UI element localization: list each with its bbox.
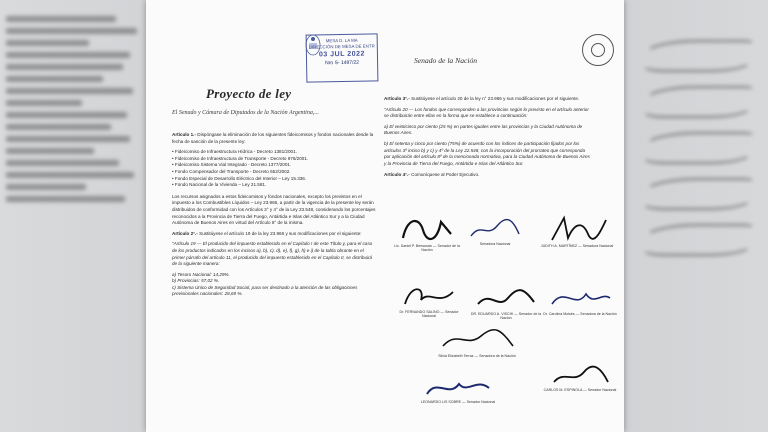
signature	[394, 214, 460, 252]
article-3-text: Sustitúyese el artículo 20 de la ley n° 23.966 y sus modificaciones por el siguiente.	[411, 96, 580, 101]
distribution-list	[172, 272, 376, 298]
article-1-paragraph-2: Los recursos asignados a estos fideicomisos y fondos nacionales, excepto los previstos en el impuesto a los Combustibles Líquidos – Ley 23.966, a partir de la vigencia de la presente ley serán distribuidos de conformidad con los Artículos 3° y 4° de la Ley 23.548, considerando los porcentajes reconocidos a la Provincia de Tierra del Fuego, Antártida e Islas del Atlántico Sur y a la Ciudad Autónoma de Buenos Aires en virtud del Artículo 8° de la misma.	[172, 193, 376, 226]
handwritten-signature-icon	[544, 214, 610, 244]
article-19-text: "Artículo 19 — El producido del impuesto establecido en el Capítulo I de este Título y, para el caso de los productos indicados en los incisos a), b), c), d), e), f), g), h) e i) de la tabla obrante en el primer párrafo del artículo 11, el producido del impuesto establecido en el Capítulo II, se distribuirá de la siguiente manera:	[172, 241, 373, 267]
signature-name: Dr. FERNANDO SALINO — Senador Nacional	[399, 310, 459, 319]
fund-item: • Fideicomiso de Infraestructura Hídrica - Decreto 1381/2001.	[172, 149, 297, 155]
signature	[392, 282, 466, 318]
document-subtitle: El Senado y Cámara de Diputados de la Nación Argentina,...	[172, 110, 319, 116]
fund-item: • Fondo Especial de Desarrollo Eléctrico del Interior – Ley 15.336.	[172, 175, 307, 181]
article-2-label: Artículo 2°.-	[172, 230, 198, 236]
article-20-text: "Artículo 20 — Los fondos que corresponden a las provincias según lo previsto en el artículo anterior se distribuirán entre ellas en la forma que se establece a continuación:	[384, 106, 589, 119]
article-1-text: Dispóngase la eliminación de los siguientes fideicomisos y fondos nacionales desde la fecha de sanción de la presente ley:	[172, 132, 374, 144]
article-4	[384, 172, 590, 179]
article-3	[384, 96, 590, 103]
article-1-label: Artículo 1.-	[172, 132, 196, 137]
blurred-background-right	[628, 0, 768, 432]
reception-stamp	[306, 33, 379, 82]
article-4-label: Artículo 4°.-	[384, 172, 410, 178]
stamp-office: DIRECCIÓN DE MESA DE ENTR	[308, 42, 375, 50]
fund-item: • Fideicomiso de Infraestructura de Transporte - Decreto 976/2001.	[172, 155, 309, 161]
signature-name: JUDITH A. MARTÍNEZ — Senadora Nacional	[540, 244, 614, 248]
signature-name: CARLOS M. ESPINOLA — Senador Nacional	[543, 388, 617, 392]
signature	[542, 284, 618, 316]
article-4-text: Comuníquese al Poder Ejecutivo.	[411, 172, 480, 178]
signature-name: Senadora Nacional	[479, 242, 511, 246]
article-2	[172, 231, 376, 238]
distribution-item: c) Sistema Único de Seguridad Social, para ser destinado a la atención de las obligaciones previsionales nacionales: 28,69 %.	[172, 284, 358, 297]
signature	[432, 326, 522, 358]
handwritten-signature-icon	[467, 216, 523, 242]
handwritten-signature-icon	[548, 364, 612, 388]
handwritten-signature-icon	[437, 326, 517, 354]
funds-list	[172, 149, 376, 189]
signature	[540, 214, 614, 248]
signatures-area	[392, 214, 620, 432]
article-2-text: Sustitúyese el artículo 19 de la ley 23.966 y sus modificaciones por el siguiente:	[199, 230, 362, 236]
right-column	[384, 96, 590, 183]
document-title: Proyecto de ley	[206, 86, 292, 101]
senado-logo-icon	[582, 34, 614, 66]
handwritten-signature-icon	[474, 286, 538, 312]
handwritten-signature-icon	[397, 214, 457, 244]
article-3-label: Artículo 3°.-	[384, 96, 410, 101]
signature-name: Silvia Elizabeth Terraz — Senadora de la Nación	[438, 354, 516, 358]
signature	[542, 364, 618, 392]
signature-name: DR. EDUARDO A. VISCHI — Senador de la Nación	[470, 312, 542, 321]
document-page	[146, 0, 624, 432]
signature	[470, 286, 542, 320]
left-column	[172, 132, 376, 298]
stamp-date: 03 JUL 2022	[318, 50, 365, 59]
signature-name: Lic. Daniel P. Bensusán — Senador de la Nación	[394, 244, 460, 253]
fund-item: • Fondo Nacional de la Vivienda – Ley 21.581.	[172, 182, 267, 188]
signature	[418, 374, 498, 404]
senado-header: Senado de la Nación	[414, 56, 478, 65]
blurred-background-left	[0, 0, 150, 432]
article-20-item: b) El setenta y cinco por ciento (75%) de acuerdo con los índices de participación fijados por los artículos 3º inciso b) y c) y 4º de la Ley 22.548, con la incorporación del prorrateo que corresponda por aplicación del artículo 8º de la mencionada normativa, para la Ciudad Autónoma de Buenos Aires y la Provincia de Tierra del Fuego, Antártida e Islas del Atlántico Sur.	[384, 140, 590, 166]
fund-item: • Fideicomiso Sistema Vial Integrado - Decreto 1377/2001.	[172, 162, 292, 168]
distribution-item: b) Provincias: 57,02 %.	[172, 278, 220, 284]
signature-name: LEONARDO LIS SOBRE — Senador Nacional	[420, 400, 496, 404]
stamp-top-line: MESA D. LA MA	[325, 37, 358, 44]
article-1	[172, 132, 376, 145]
handwritten-signature-icon	[423, 374, 493, 400]
fund-item: • Fondo Compensador del Transporte - Decreto 652/2002.	[172, 168, 291, 174]
distribution-item: a) Tesoro Nacional: 14,29%.	[172, 271, 230, 277]
handwritten-signature-icon	[399, 282, 459, 310]
signature	[464, 216, 526, 246]
stamp-record-number: Nro S- 1487/22	[325, 59, 360, 66]
article-20-item: a) El veinticinco por ciento (25 %) en partes iguales entre las provincias y la Ciudad Autónoma de Buenos Aires.	[384, 123, 583, 136]
handwritten-signature-icon	[546, 284, 614, 312]
signature-name: Dr. Carolina Moisés — Senadora de la Nación	[543, 312, 617, 316]
